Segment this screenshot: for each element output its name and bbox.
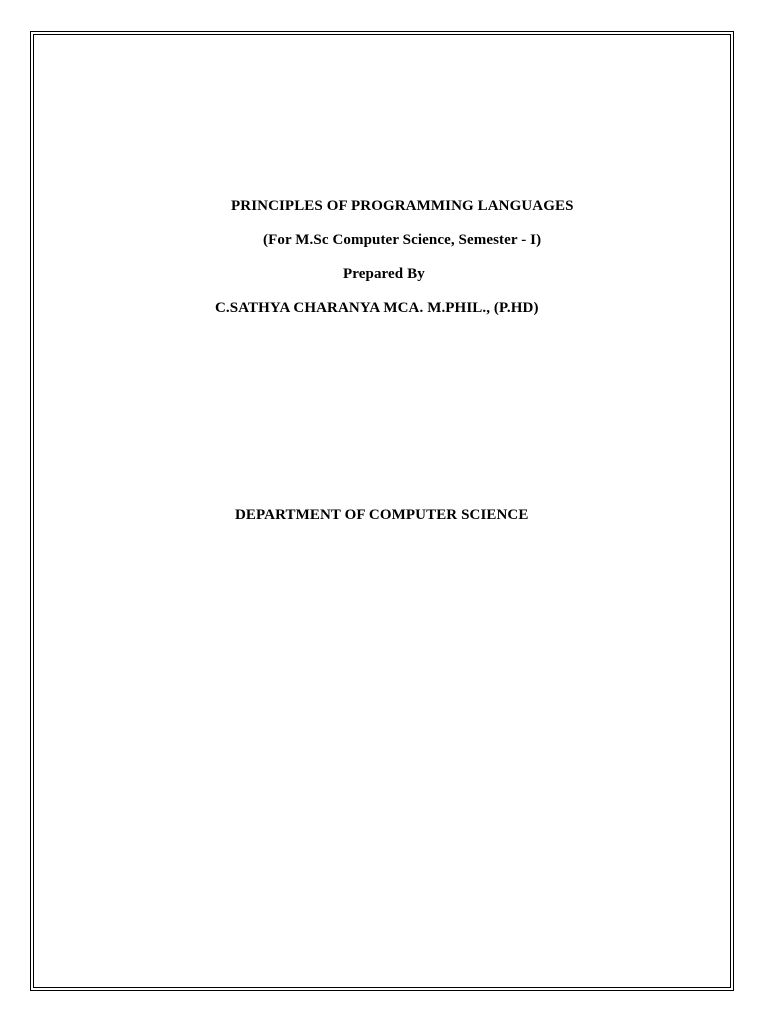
author-name: C.SATHYA CHARANYA MCA. M.PHIL., (P.HD) — [215, 300, 539, 316]
prepared-by-label: Prepared By — [343, 266, 425, 282]
document-subtitle: (For M.Sc Computer Science, Semester - I) — [263, 232, 542, 248]
department-name: DEPARTMENT OF COMPUTER SCIENCE — [235, 507, 529, 523]
document-title: PRINCIPLES OF PROGRAMMING LANGUAGES — [231, 198, 574, 214]
